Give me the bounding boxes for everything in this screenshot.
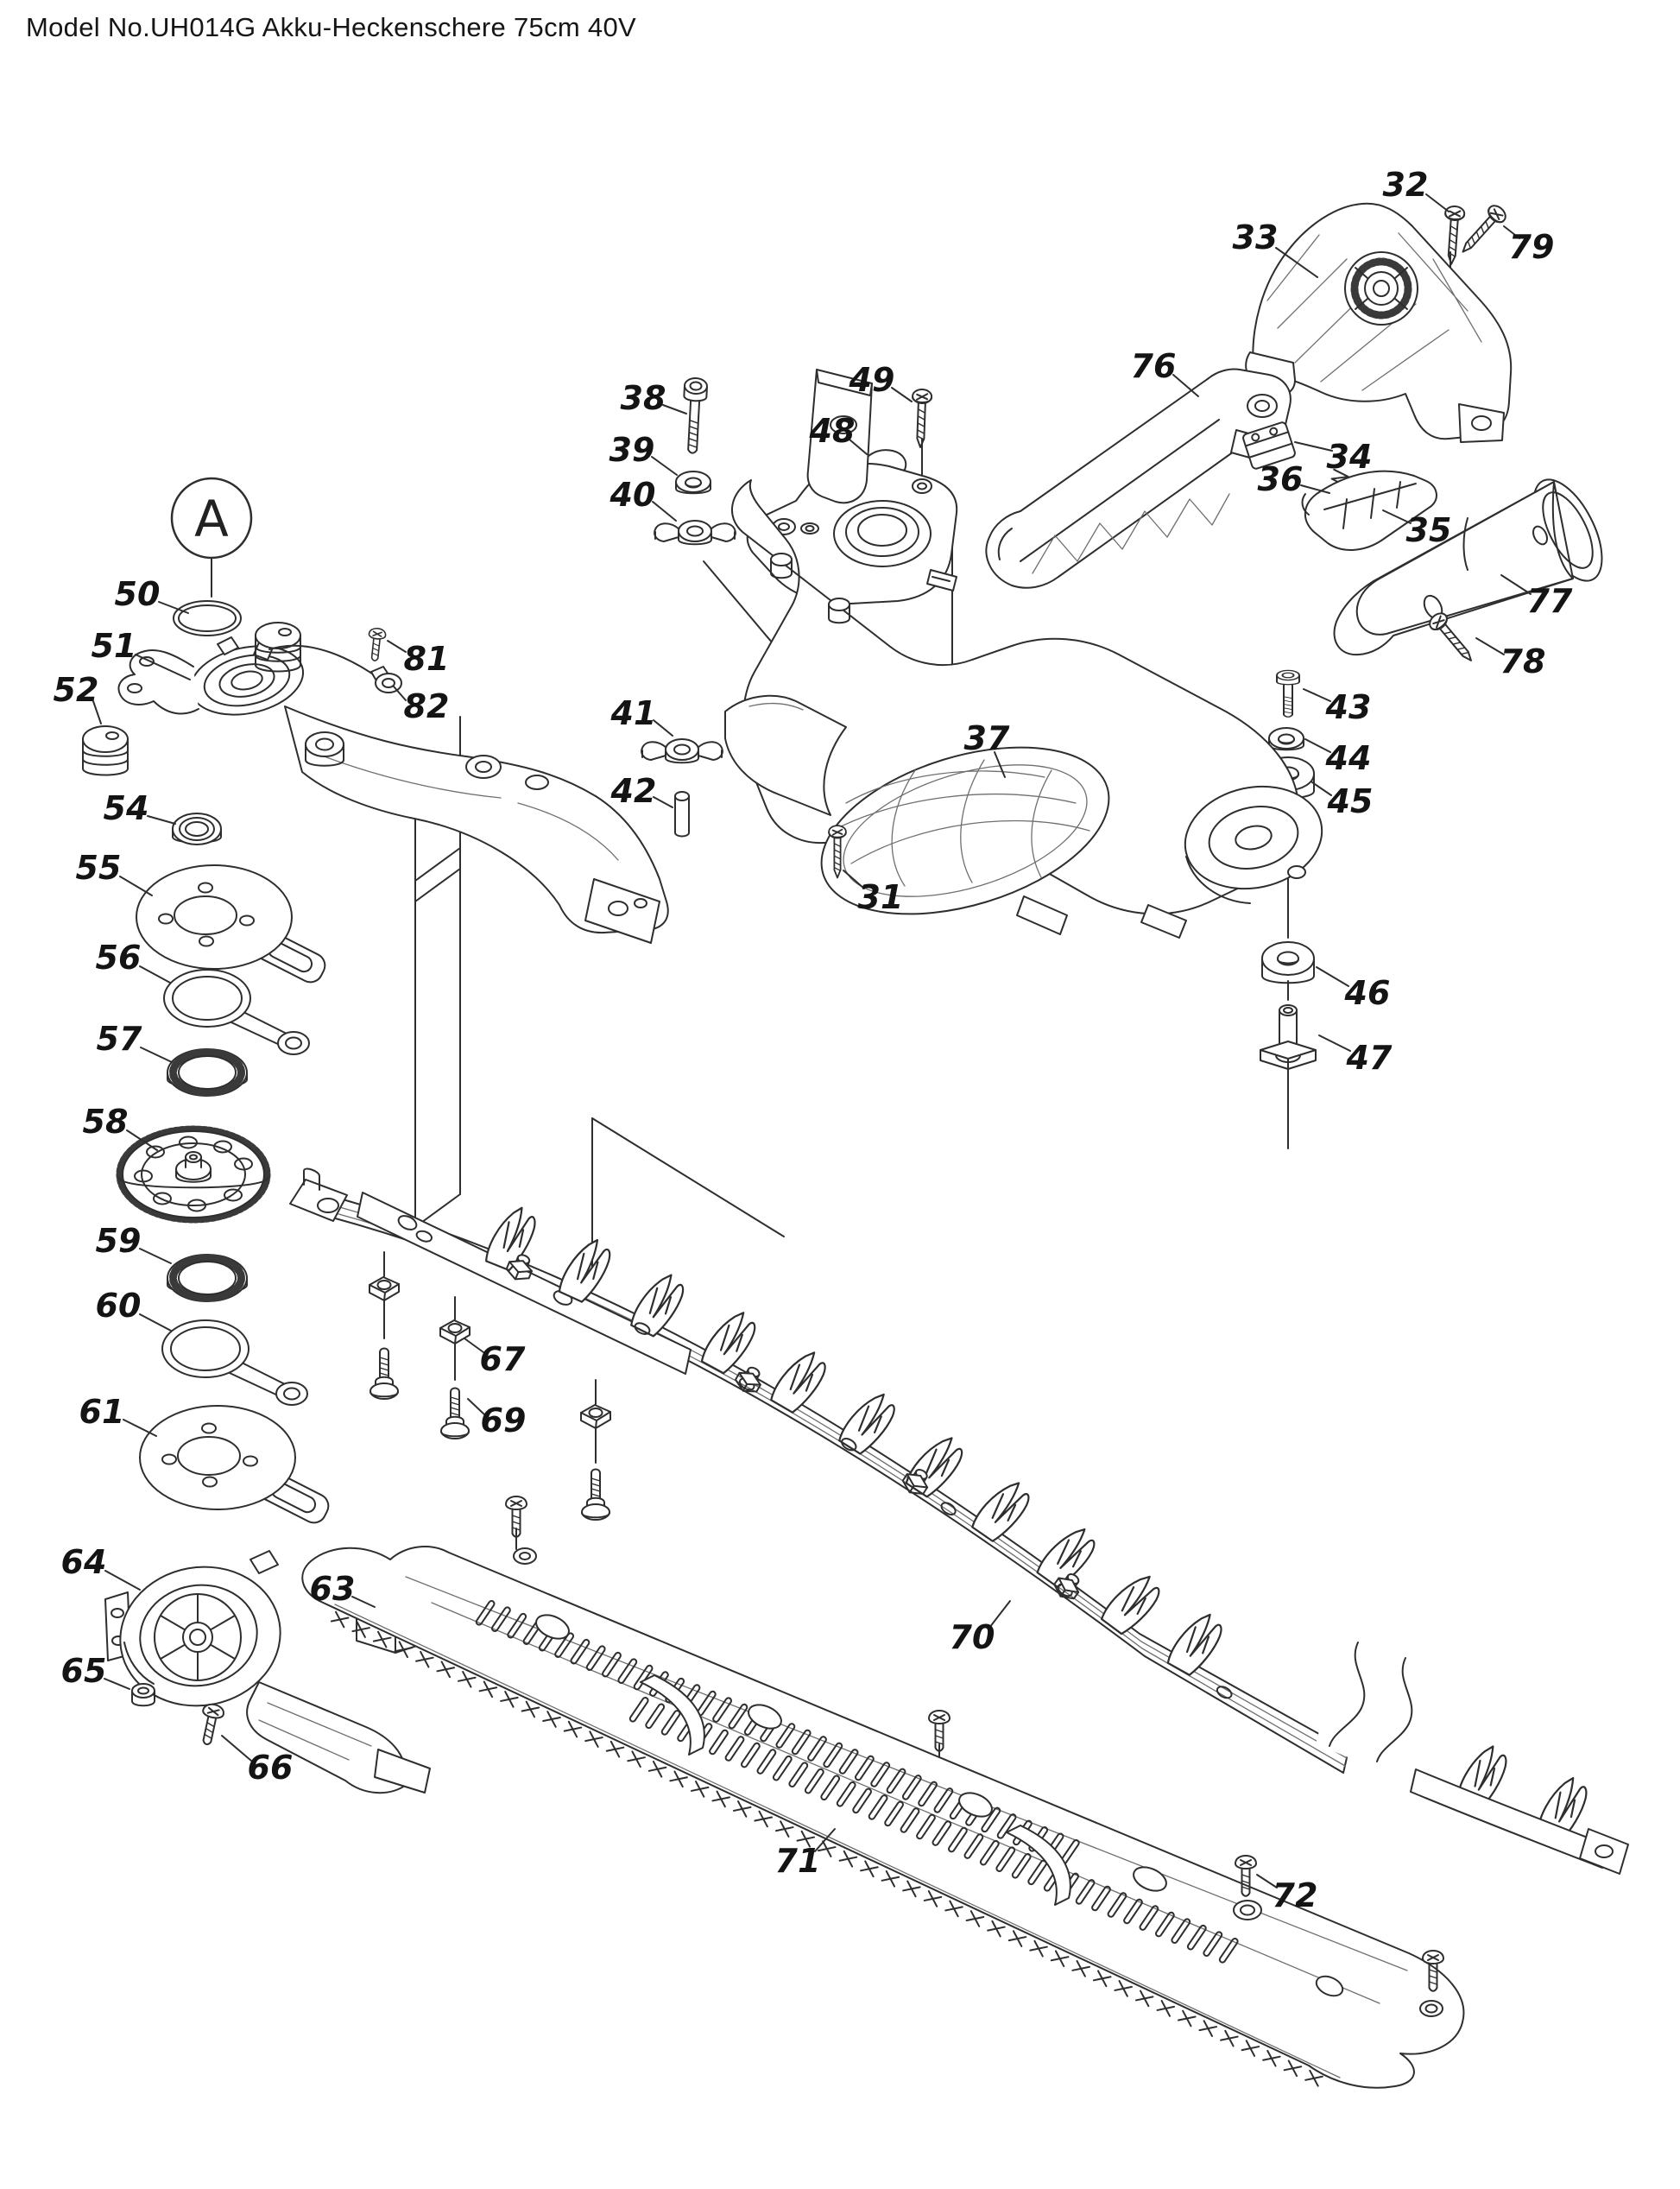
leader-78 (1476, 638, 1504, 655)
part-66-screw (196, 1703, 224, 1747)
leader-72 (1257, 1875, 1277, 1888)
part-label-39: 39 (609, 431, 655, 469)
part-32-screw (1442, 206, 1465, 264)
part-label-50: 50 (114, 575, 161, 613)
part-71-blade-guard (302, 1547, 1463, 2090)
part-label-60: 60 (95, 1287, 142, 1325)
part-42-pin (675, 792, 689, 837)
part-label-81: 81 (403, 640, 450, 678)
part-label-71: 71 (774, 1842, 821, 1880)
part-59-cage-bearing (167, 1255, 247, 1301)
leader-56 (140, 966, 170, 983)
part-label-79: 79 (1508, 228, 1555, 266)
part-label-35: 35 (1405, 511, 1452, 549)
part-label-70: 70 (949, 1618, 995, 1656)
part-69-flange-bolts (370, 1349, 609, 1521)
part-55-retainer-plate (136, 865, 329, 986)
part-label-61: 61 (79, 1393, 125, 1431)
leader-47 (1319, 1035, 1350, 1051)
part-label-41: 41 (610, 694, 657, 732)
leader-81 (388, 641, 406, 652)
leader-60 (140, 1314, 171, 1331)
leader-79 (1504, 226, 1519, 238)
part-label-66: 66 (247, 1749, 294, 1787)
part-label-40: 40 (609, 476, 656, 514)
part-label-33: 33 (1232, 218, 1279, 256)
part-label-42: 42 (610, 772, 657, 810)
part-label-45: 45 (1327, 782, 1374, 820)
part-label-55: 55 (75, 849, 122, 887)
part-label-58: 58 (82, 1103, 129, 1141)
leader-55 (120, 876, 152, 895)
page-title: Model No.UH014G Akku-Heckenschere 75cm 40V (26, 12, 636, 42)
part-47-blade-pin (1260, 1005, 1316, 1069)
part-label-36: 36 (1257, 460, 1304, 498)
leader-76 (1173, 375, 1198, 396)
part-41-wing-nut (641, 739, 723, 762)
leader-45 (1312, 782, 1331, 795)
part-label-49: 49 (849, 361, 895, 399)
part-label-37: 37 (963, 719, 1010, 757)
part-61-retainer-plate (140, 1406, 332, 1527)
leader-64 (105, 1571, 140, 1590)
part-label-38: 38 (620, 379, 666, 417)
part-label-52: 52 (53, 671, 99, 709)
part-60-ring-arm (162, 1320, 307, 1405)
part-label-43: 43 (1325, 688, 1372, 726)
part-label-77: 77 (1526, 582, 1573, 620)
part-label-78: 78 (1500, 642, 1546, 680)
part-57-cage-bearing (167, 1049, 247, 1096)
part-38-socket-bolt (681, 377, 708, 453)
leader-65 (104, 1679, 129, 1689)
part-46-spacer-ring (1262, 942, 1314, 983)
leader-57 (141, 1047, 172, 1062)
part-label-76: 76 (1130, 347, 1177, 385)
leader-59 (140, 1249, 171, 1263)
part-50-o-ring (174, 601, 241, 636)
part-label-64: 64 (60, 1543, 107, 1581)
part-label-46: 46 (1344, 974, 1391, 1012)
part-58-spur-gear (119, 1129, 268, 1220)
part-label-56: 56 (95, 939, 142, 977)
part-label-34: 34 (1326, 438, 1373, 476)
leader-38 (663, 405, 686, 414)
leader-41 (654, 720, 673, 736)
leader-49 (892, 388, 912, 402)
part-76-front-handle-frame (986, 369, 1290, 587)
part-label-47: 47 (1346, 1039, 1393, 1077)
part-78-screw (1427, 611, 1479, 667)
leader-46 (1317, 967, 1348, 986)
leader-43 (1304, 689, 1330, 701)
part-label-59: 59 (95, 1222, 142, 1260)
leader-69 (468, 1399, 484, 1414)
part-label-32: 32 (1382, 166, 1429, 204)
part-label-31: 31 (857, 878, 904, 916)
part-label-51: 51 (91, 627, 137, 665)
part-label-67: 67 (479, 1340, 526, 1378)
leader-50 (159, 602, 188, 613)
part-label-65: 65 (60, 1652, 107, 1690)
part-label-48: 48 (809, 412, 856, 450)
leader-61 (123, 1420, 156, 1436)
guard-braided-edge (332, 1612, 1323, 2086)
leader-34 (1295, 442, 1332, 451)
part-label-69: 69 (480, 1401, 527, 1439)
part-label-44: 44 (1325, 739, 1372, 777)
view-marker-letter: A (194, 490, 229, 548)
leader-54 (148, 816, 175, 824)
part-52-roller (83, 726, 128, 775)
leader-42 (654, 797, 673, 807)
leader-52 (93, 701, 101, 724)
part-54-ball-bearing (173, 813, 221, 845)
part-label-54: 54 (103, 789, 149, 827)
leader-44 (1305, 739, 1330, 752)
part-81-screw (366, 628, 386, 661)
part-label-72: 72 (1272, 1876, 1318, 1914)
part-label-57: 57 (96, 1020, 142, 1058)
part-40-wing-nut (654, 521, 736, 544)
part-65-plug (132, 1684, 155, 1705)
leader-70 (989, 1601, 1010, 1628)
part-44-cup-washer (1269, 728, 1304, 750)
part-label-82: 82 (403, 687, 450, 725)
part-label-63: 63 (309, 1570, 356, 1608)
part-56-ring-arm (164, 970, 309, 1054)
leader-40 (653, 502, 676, 521)
part-39-cup-washer (676, 471, 711, 493)
part-35-handle-cover-lower (1303, 471, 1437, 550)
part-43-socket-bolt (1277, 670, 1299, 717)
part-49-screw (911, 389, 932, 448)
leader-32 (1426, 194, 1449, 212)
leader-39 (652, 457, 677, 475)
view-marker-a (172, 478, 251, 558)
leader-66 (222, 1736, 251, 1761)
leader-67 (464, 1338, 483, 1352)
